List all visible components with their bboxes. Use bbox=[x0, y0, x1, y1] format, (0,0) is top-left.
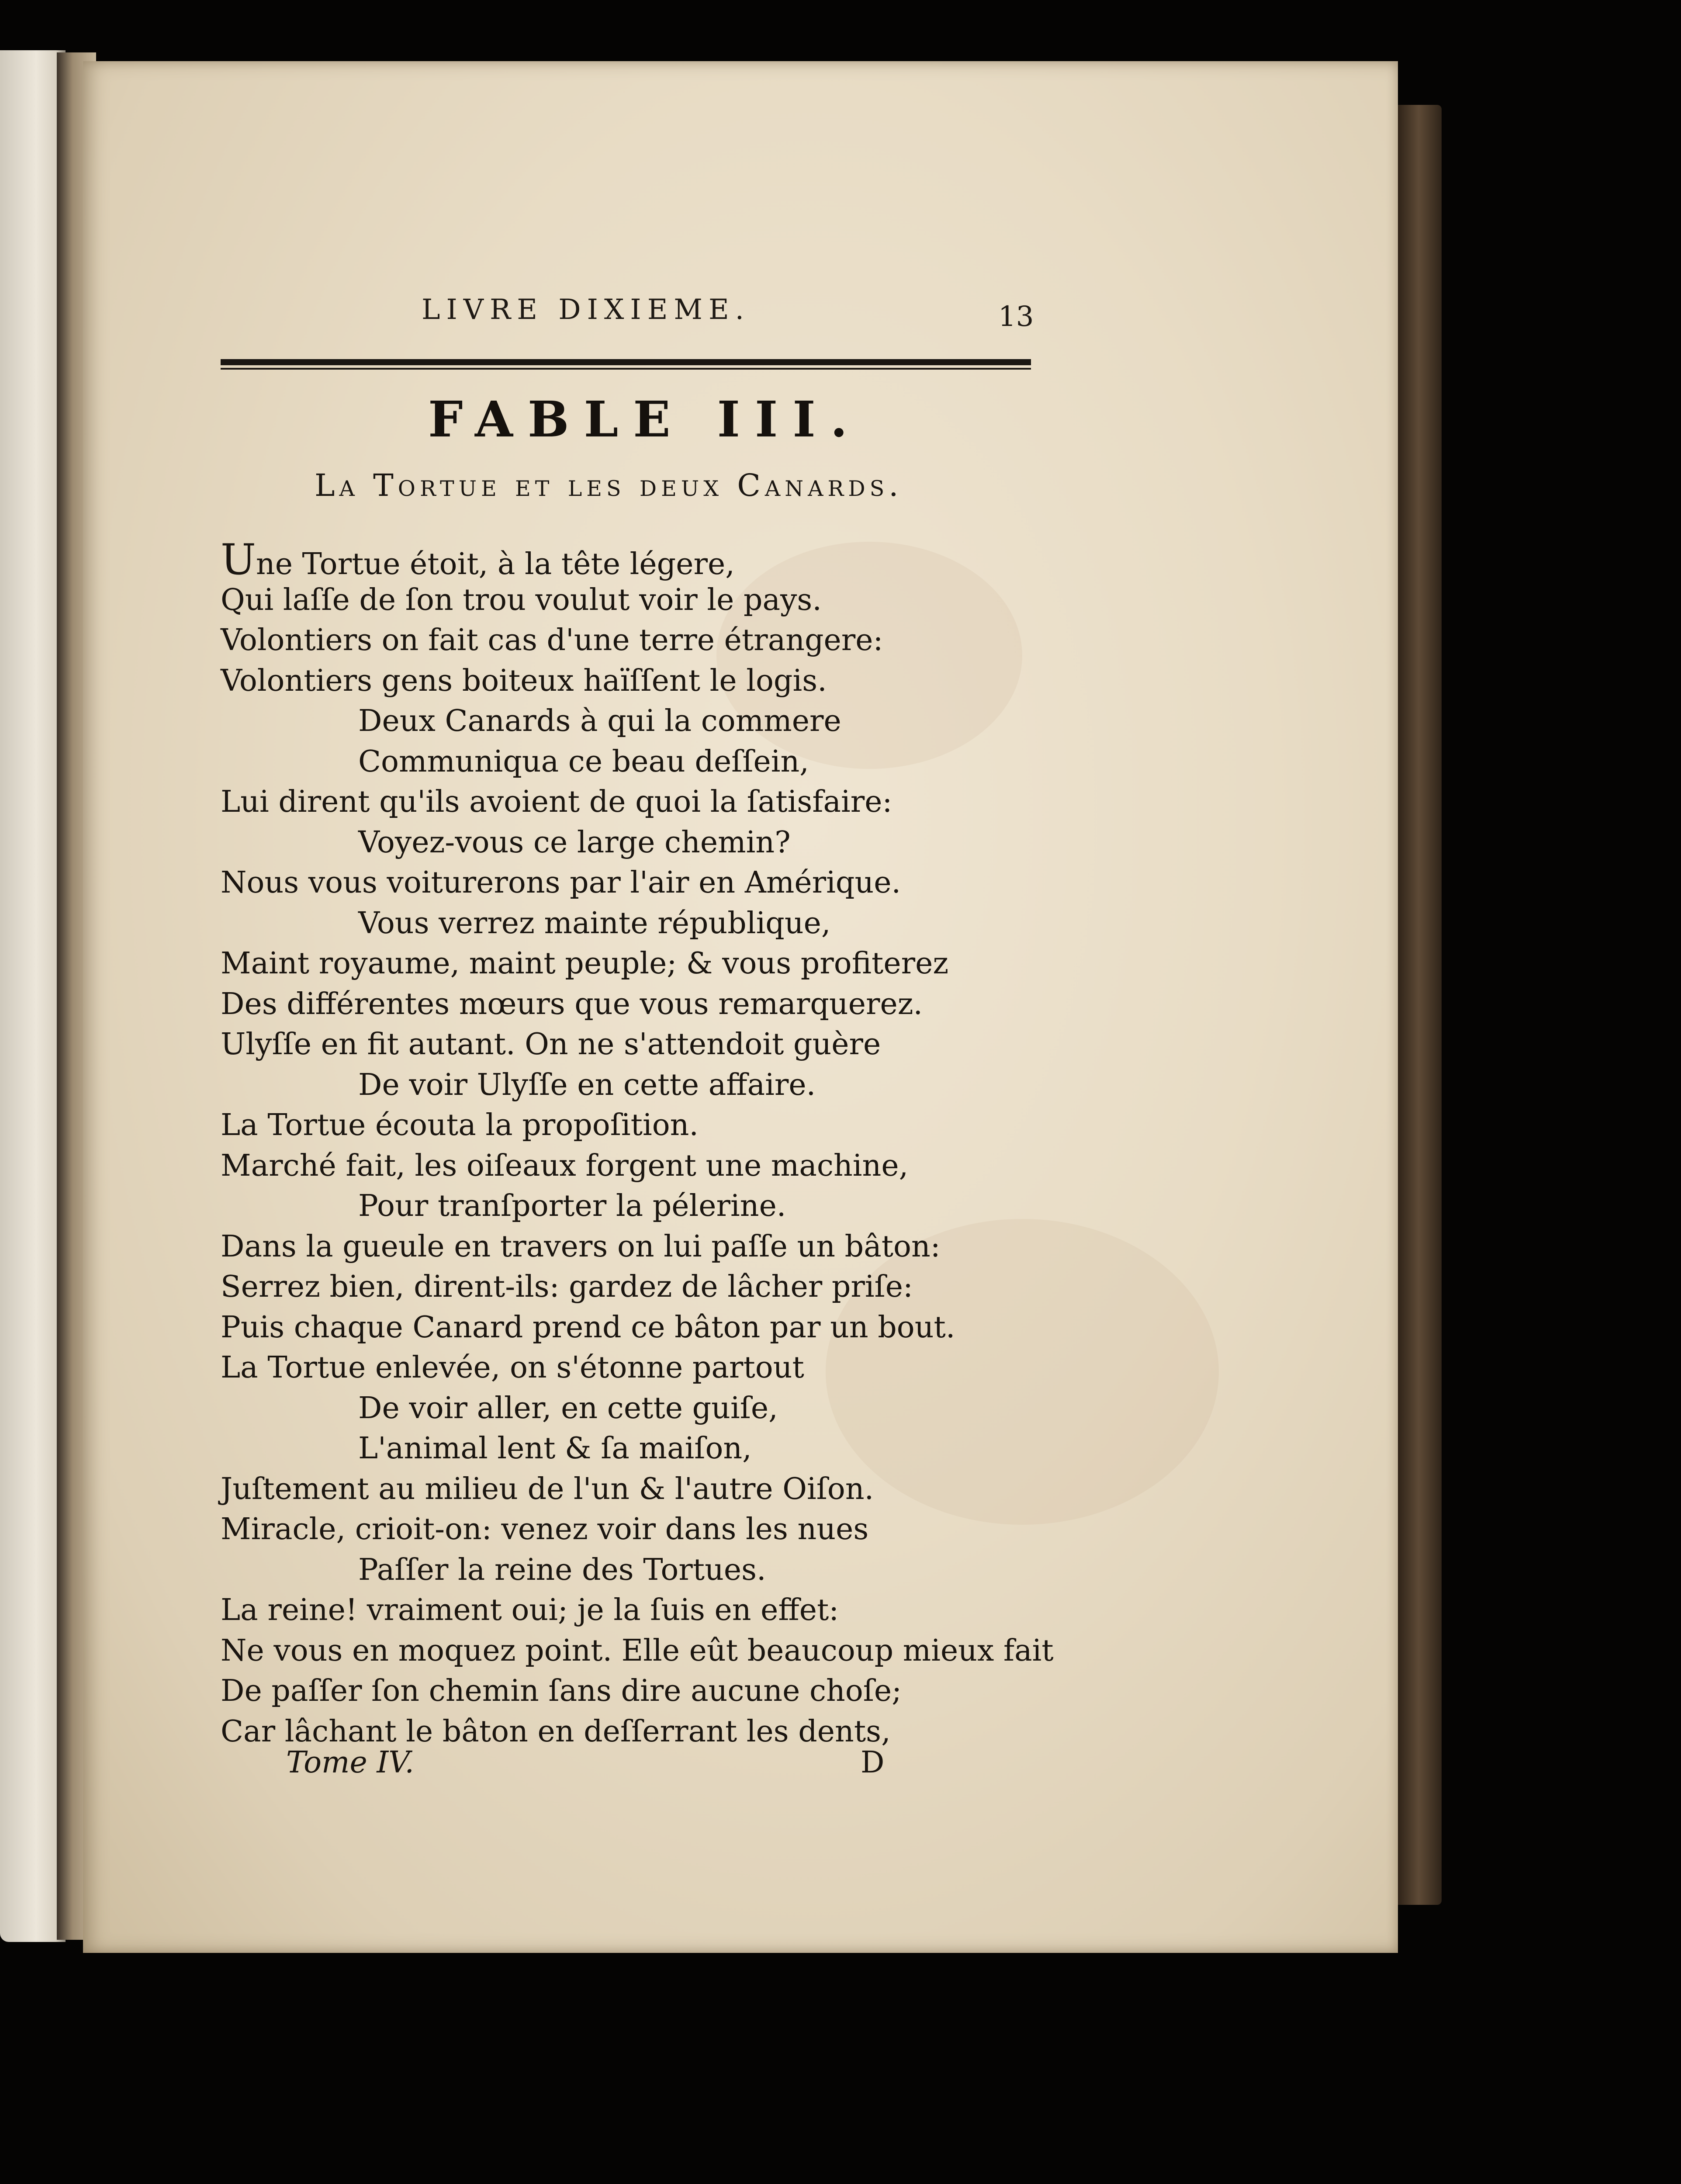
poem-line: L'animal lent & ſa maiſon, bbox=[358, 1431, 752, 1466]
poem-line: Ne vous en moquez point. Elle eût beaucoup mieux fait bbox=[221, 1633, 1054, 1668]
poem-line: Des différentes mœurs que vous remarquerez. bbox=[221, 986, 923, 1021]
running-head: LIVRE DIXIEME. bbox=[422, 294, 750, 326]
fable-subtitle: La Tortue et les deux Canards. bbox=[315, 467, 903, 503]
book-cover-edge bbox=[1396, 105, 1442, 1905]
poem-line: Voyez-vous ce large chemin? bbox=[358, 825, 791, 860]
poem-line: Lui dirent qu'ils avoient de quoi la ſatisfaire: bbox=[221, 785, 892, 819]
poem-line: Marché fait, les oiſeaux forgent une machine, bbox=[221, 1148, 909, 1183]
signature-mark: D bbox=[861, 1745, 885, 1780]
poem-line: Deux Canards à qui la commere bbox=[358, 704, 841, 738]
poem-line: La Tortue enlevée, on s'étonne partout bbox=[221, 1350, 804, 1385]
volume-mark: Tome IV. bbox=[286, 1745, 415, 1780]
poem-line: Une Tortue étoit, à la tête légere, bbox=[221, 535, 735, 584]
header-rule-thin bbox=[221, 368, 1031, 370]
poem-line: Volontiers gens boiteux haïſſent le logis. bbox=[221, 663, 827, 698]
poem-line: Communiqua ce beau deſſein, bbox=[358, 744, 809, 779]
poem-line: Vous verrez mainte république, bbox=[358, 906, 831, 941]
poem-line: Maint royaume, maint peuple; & vous profiterez bbox=[221, 946, 949, 981]
facing-page-edge bbox=[0, 50, 66, 1942]
poem-line: Paſſer la reine des Tortues. bbox=[358, 1552, 766, 1587]
poem-line: Miracle, crioit-on: venez voir dans les nues bbox=[221, 1512, 869, 1547]
header-rule bbox=[221, 359, 1031, 365]
poem-line: De paſſer ſon chemin ſans dire aucune choſe; bbox=[221, 1674, 902, 1708]
poem-line: Qui laſſe de ſon trou voulut voir le pays. bbox=[221, 582, 822, 617]
poem-line: Dans la gueule en travers on lui paſſe un bâton: bbox=[221, 1229, 941, 1264]
poem-line: De voir aller, en cette guiſe, bbox=[358, 1391, 778, 1426]
poem-line: Pour tranſporter la pélerine. bbox=[358, 1189, 786, 1223]
poem-line: Nous vous voiturerons par l'air en Amérique. bbox=[221, 865, 901, 900]
fable-title: FABLE III. bbox=[428, 391, 862, 448]
poem-line: Ulyſſe en fit autant. On ne s'attendoit guère bbox=[221, 1027, 881, 1062]
poem-line: Juſtement au milieu de l'un & l'autre Oiſon. bbox=[221, 1471, 874, 1506]
poem-line: Puis chaque Canard prend ce bâton par un bout. bbox=[221, 1310, 955, 1345]
poem-line: Car lâchant le bâton en deſſerrant les dents, bbox=[221, 1714, 891, 1749]
poem-line: Serrez bien, dirent-ils: gardez de lâcher priſe: bbox=[221, 1270, 913, 1304]
poem-line: La Tortue écouta la propoſition. bbox=[221, 1108, 699, 1142]
poem-line: La reine! vraiment oui; je la ſuis en effet: bbox=[221, 1593, 839, 1627]
poem-line: De voir Ulyſſe en cette affaire. bbox=[358, 1067, 816, 1102]
poem-line: Volontiers on fait cas d'une terre étrangere: bbox=[221, 623, 883, 658]
poem-text bbox=[221, 535, 1225, 1752]
page-number: 13 bbox=[998, 301, 1034, 333]
